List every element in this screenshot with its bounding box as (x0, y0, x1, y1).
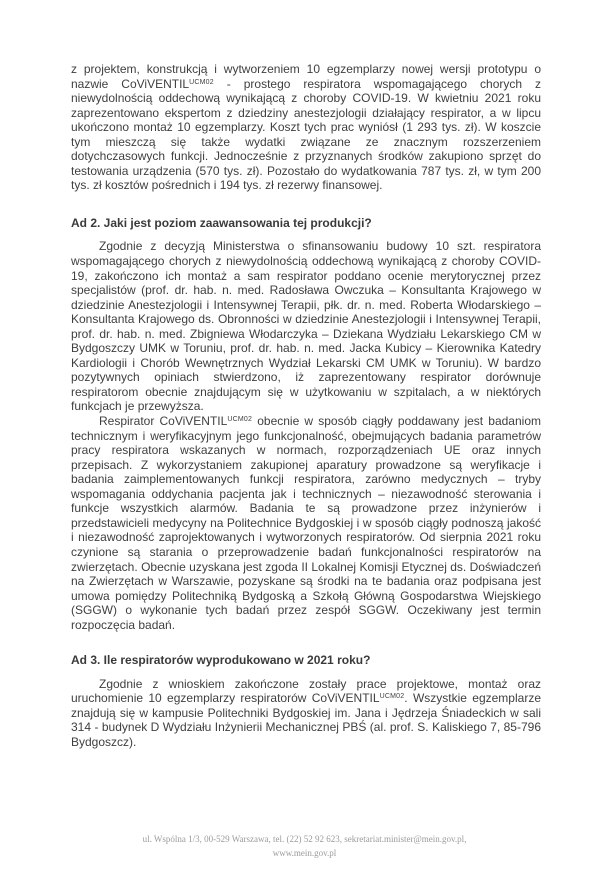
paragraph-text: Zgodnie z wnioskiem zakończone zostały prace projektowe, montaż oraz uruchomienie 10 egzemplarzy respiratorów CoViVENTIL (71, 676, 541, 706)
paragraph-text: z projektem, konstrukcją i wytworzeniem 10 egzemplarzy nowej wersji prototypu o nazwie CoViVENTIL (71, 62, 541, 91)
paragraph-text: obecnie w sposób ciągły poddawany jest badaniom technicznym i weryfikacyjnym jego funkcjonalność, obejmujących badania parametrów pracy respiratora wskazanych w normach, rozporządzeniach UE oraz innych przepisach. Z wykorzystaniem zakupionej aparatury prowadzone są weryfikacje i badania zaimplementowanych funkcji respiratora, zarówno medycznych – tryby wspomagania oddychania pacjenta jak i technicznych – niezawodność sterowania i funkcje wszystkich alarmów. Badania te są prowadzone przez inżynierów i przedstawicieli medycyny na Politechnice Bydgoskiej i w sposób ciągły podnoszą jakość i niezawodność zaprojektowanych i wytworzonych respiratorów. Od sierpnia 2021 roku czynione są starania o przeprowadzenie badań funkcjonalności respiratorów na zwierzętach. Obecnie uzyskana jest zgoda II Lokalnej Komisji Etycznej ds. Doświadczeń na Zwierzętach w Warszawie, pozyskane są środki na te badania oraz podpisana jest umowa pomiędzy Politechniką Bydgoską a Szkołą Główną Gospodarstwa Wiejskiego (SGGW) o wykonanie tych badań przez zespół SGGW. Oczekiwany jest termin rozpoczęcia badań. (71, 414, 541, 632)
superscript-ucm02: UCM02 (379, 693, 405, 701)
superscript-ucm02: UCM02 (189, 78, 214, 86)
heading-ad2: Ad 2. Jaki jest poziom zaawansowania tej produkcji? (71, 215, 372, 230)
paragraph-text: - prostego respiratora wspomagającego chorych z niewydolnością oddechową wynikającą z choroby COVID-19. W kwietniu 2021 roku zaprezentowano ekspertom z dziedziny anestezjologii działający respirator, a w lipcu ukończono montaż 10 egzemplarzy. Koszt tych prac wyniósł (1 293 tys. zł). W koszcie tym mieszczą się także wydatki związane ze znacznym rozszerzeniem dotychczasowych funkcji. Jednocześnie z przyznanych środków zakupiono sprzęt do testowania urządzenia (570 tys. zł). Pozostało do wydatkowania 787 tys. zł, w tym 200 tys. zł kosztów pośrednich i 194 tys. zł rezerwy finansowej. (71, 76, 541, 193)
footer-address-line: ul. Wspólna 1/3, 00-529 Warszawa, tel. (22) 52 92 623, sekretariat.minister@mein.gov.pl, (142, 834, 467, 844)
page-footer (0, 833, 609, 860)
paragraph-project-costs (71, 62, 541, 193)
paragraph-production-status: Zgodnie z decyzją Ministerstwa o sfinansowaniu budowy 10 szt. respiratora wspomagającego chorych z niewydolnością oddechową wynikającą z choroby COVID-19, zakończono ich montaż a sam respirator poddano ocenie merytorycznej przez specjalistów (prof. dr. hab. n. med. Radosława Owczuka – Konsultanta Krajowego w dziedzinie Anestezjologii i Intensywnej Terapii, płk. dr. n. med. Roberta Włodarskiego – Konsultanta Krajowego ds. Obronności w dziedzinie Anestezjologii i Intensywnej Terapii, prof. dr. hab. n. med. Zbigniewa Włodarczyka – Dziekana Wydziału Lekarskiego CM w Bydgoszczy UMK w Toruniu, prof. dr. hab. n. med. Jacka Kubicy – Kierownika Katedry Kardiologii i Chorób Wewnętrznych Wydział Lekarski CM UMK w Toruniu). W bardzo pozytywnych opiniach stwierdzono, iż zaprezentowany respirator dorównuje respiratorom obecnie znajdującym się w użytkowaniu w szpitalach, a w niektórych funkcjach je przewyższa. (71, 239, 541, 414)
paragraph-text: Respirator CoViVENTIL (99, 414, 228, 429)
paragraph-units-produced (71, 677, 541, 750)
superscript-ucm02: UCM02 (227, 416, 253, 424)
paragraph-testing (71, 414, 541, 632)
heading-ad3: Ad 3. Ile respiratorów wyprodukowano w 2021 roku? (71, 653, 371, 668)
paragraph-text: . Wszystkie egzemplarze znajdują się w kampusie Politechniki Bydgoskiej im. Jana i Jędrzeja Śniadeckich w sali 314 - budynek D Wydziału Inżynierii Mechanicznej PBŚ (al. prof. S. Kaliskiego 7, 85-796 Bydgoszcz). (71, 691, 541, 749)
document-body (71, 62, 541, 750)
footer-website: www.mein.gov.pl (272, 847, 337, 858)
